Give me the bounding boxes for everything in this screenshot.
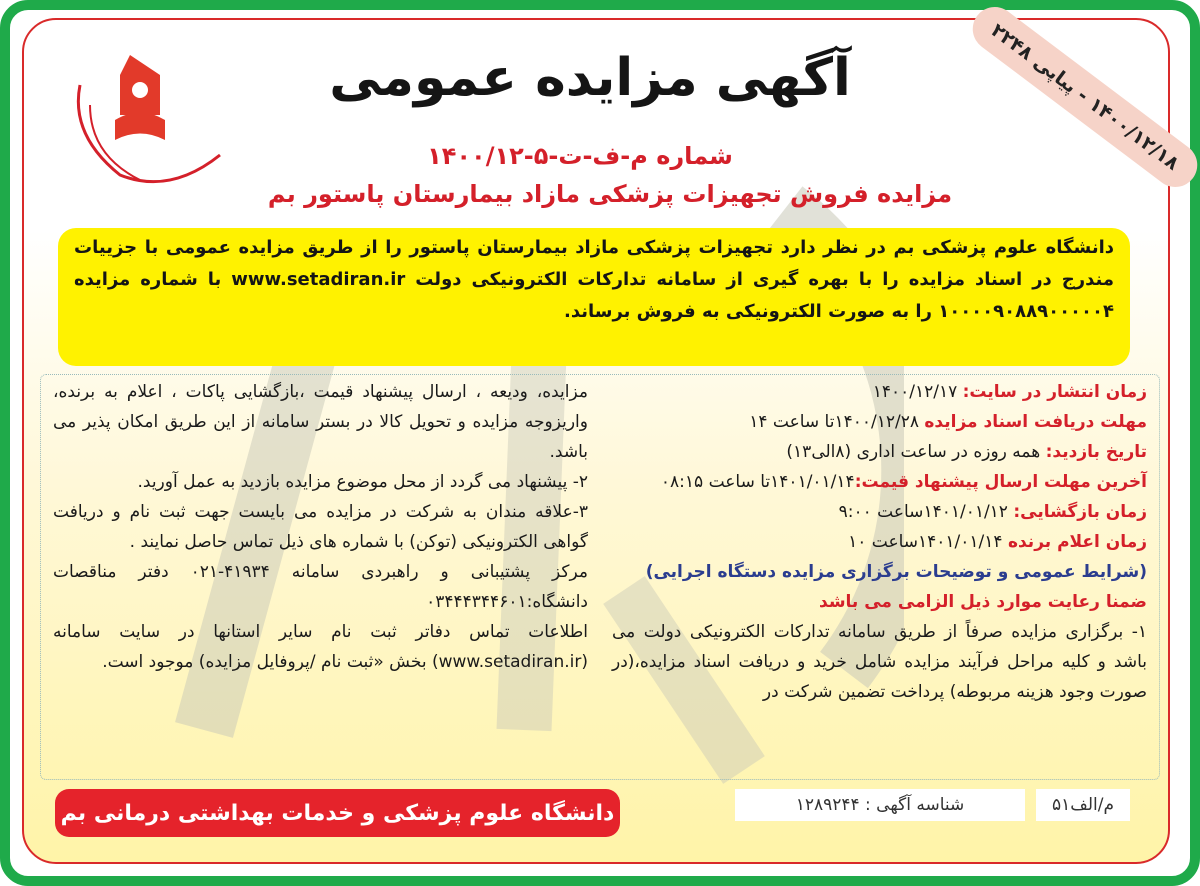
left-column [41, 375, 600, 779]
conditions-heading: (شرایط عمومی و توضیحات برگزاری مزایده دستگاه اجرایی) [645, 562, 1147, 582]
schedule-row [612, 527, 1147, 557]
intro-paragraph: دانشگاه علوم پزشکی بم در نظر دارد تجهیزات پزشکی مازاد بیمارستان پاستور را از طریق مزایده عمومی با جزییات مندرج در اسناد مزایده را با بهره گیری از سامانه تدارکات الکترونیکی دولت www.setadiran.ir با شماره مزایده ۱۰۰۰۰۹۰۸۸۹۰۰۰۰۰۴ را به صورت الکترونیکی به فروش برساند. [58, 228, 1130, 366]
university-logo [60, 45, 230, 205]
schedule-value: ۱۴۰۰/۱۲/۲۸تا ساعت ۱۴ [749, 412, 925, 432]
contact-info: اطلاعات تماس دفاتر ثبت نام سایر استانها در سایت سامانه (www.setadiran.ir) بخش «ثبت نام /پروفایل مزایده) موجود است. [53, 622, 588, 672]
schedule-label: زمان اعلام برنده [1007, 532, 1147, 552]
ad-subtitle: مزایده فروش تجهیزات پزشکی مازاد بیمارستان پاستور بم [267, 180, 953, 208]
schedule-label: آخرین مهلت ارسال پیشنهاد قیمت: [854, 472, 1147, 492]
right-column [600, 375, 1159, 779]
item-1-continued: مزایده، ودیعه ، ارسال پیشنهاد قیمت ،بازگشایی پاکات ، اعلام به برنده، واریزوجه مزایده و تحویل کالا در بستر سامانه از این طریق امکان پذیر می باشد. [53, 382, 588, 462]
item-1: ۱- برگزاری مزایده صرفاً از طریق سامانه تدارکات الکترونیکی دولت می باشد و کلیه مراحل فرآیند مزایده شامل خرید و دریافت اسناد مزایده،(در صورت وجود هزینه مربوطه) پرداخت تضمین شرکت در [612, 622, 1147, 702]
item-2: ۲- پیشنهاد می گردد از محل موضوع مزایده بازدید به عمل آورید. [137, 472, 588, 492]
issue-stamp: ۱۴۰۰/۱۲/۱۸ - پیاپی ۲۲۴۸ [964, 0, 1200, 196]
schedule-row [612, 437, 1147, 467]
schedule-value: همه روزه در ساعت اداری (۸الی۱۳) [786, 442, 1046, 462]
ad-id: شناسه آگهی : ۱۲۸۹۲۴۴ [735, 789, 1025, 821]
schedule-value: ۱۴۰۰/۱۲/۱۷ [872, 382, 963, 402]
support-contact: مرکز پشتیبانی و راهبردی سامانه ۴۱۹۳۴-۰۲۱ دفتر مناقصات دانشگاه:۰۳۴۴۴۳۴۴۶۰۱ [53, 562, 588, 612]
mandatory-heading: ضمنا رعایت موارد ذیل الزامی می باشد [819, 592, 1147, 612]
schedule-label: مهلت دریافت اسناد مزایده [924, 412, 1147, 432]
schedule-row [612, 497, 1147, 527]
schedule-value: ۱۴۰۱/۰۱/۱۲ساعت ۹:۰۰ [838, 502, 1014, 522]
schedule-row [612, 467, 1147, 497]
ad-title: آگهی مزایده عمومی [329, 48, 851, 108]
auction-number: شماره م-ف-ت-۵-۱۴۰۰/۱۲ [427, 142, 733, 170]
schedule-value: ۱۴۰۱/۰۱/۱۴تا ساعت ۰۸:۱۵ [660, 472, 855, 492]
item-3: ۳-علاقه مندان به شرکت در مزایده می بایست جهت ثبت نام و دریافت گواهی الکترونیکی (توکن) با شماره های ذیل تماس حاصل نمایند . [53, 502, 588, 552]
schedule-row [612, 407, 1147, 437]
org-name-banner: دانشگاه علوم پزشکی و خدمات بهداشتی درمانی بم [55, 789, 620, 837]
schedule-label: تاریخ بازدید: [1045, 442, 1147, 462]
schedule-value: ۱۴۰۱/۰۱/۱۴ساعت ۱۰ [848, 532, 1008, 552]
schedule-label: زمان انتشار در سایت: [962, 382, 1147, 402]
schedule-label: زمان بازگشایی: [1013, 502, 1147, 522]
details-section [40, 374, 1160, 780]
schedule-row [612, 377, 1147, 407]
ad-code: م/الف۵۱ [1036, 789, 1130, 821]
